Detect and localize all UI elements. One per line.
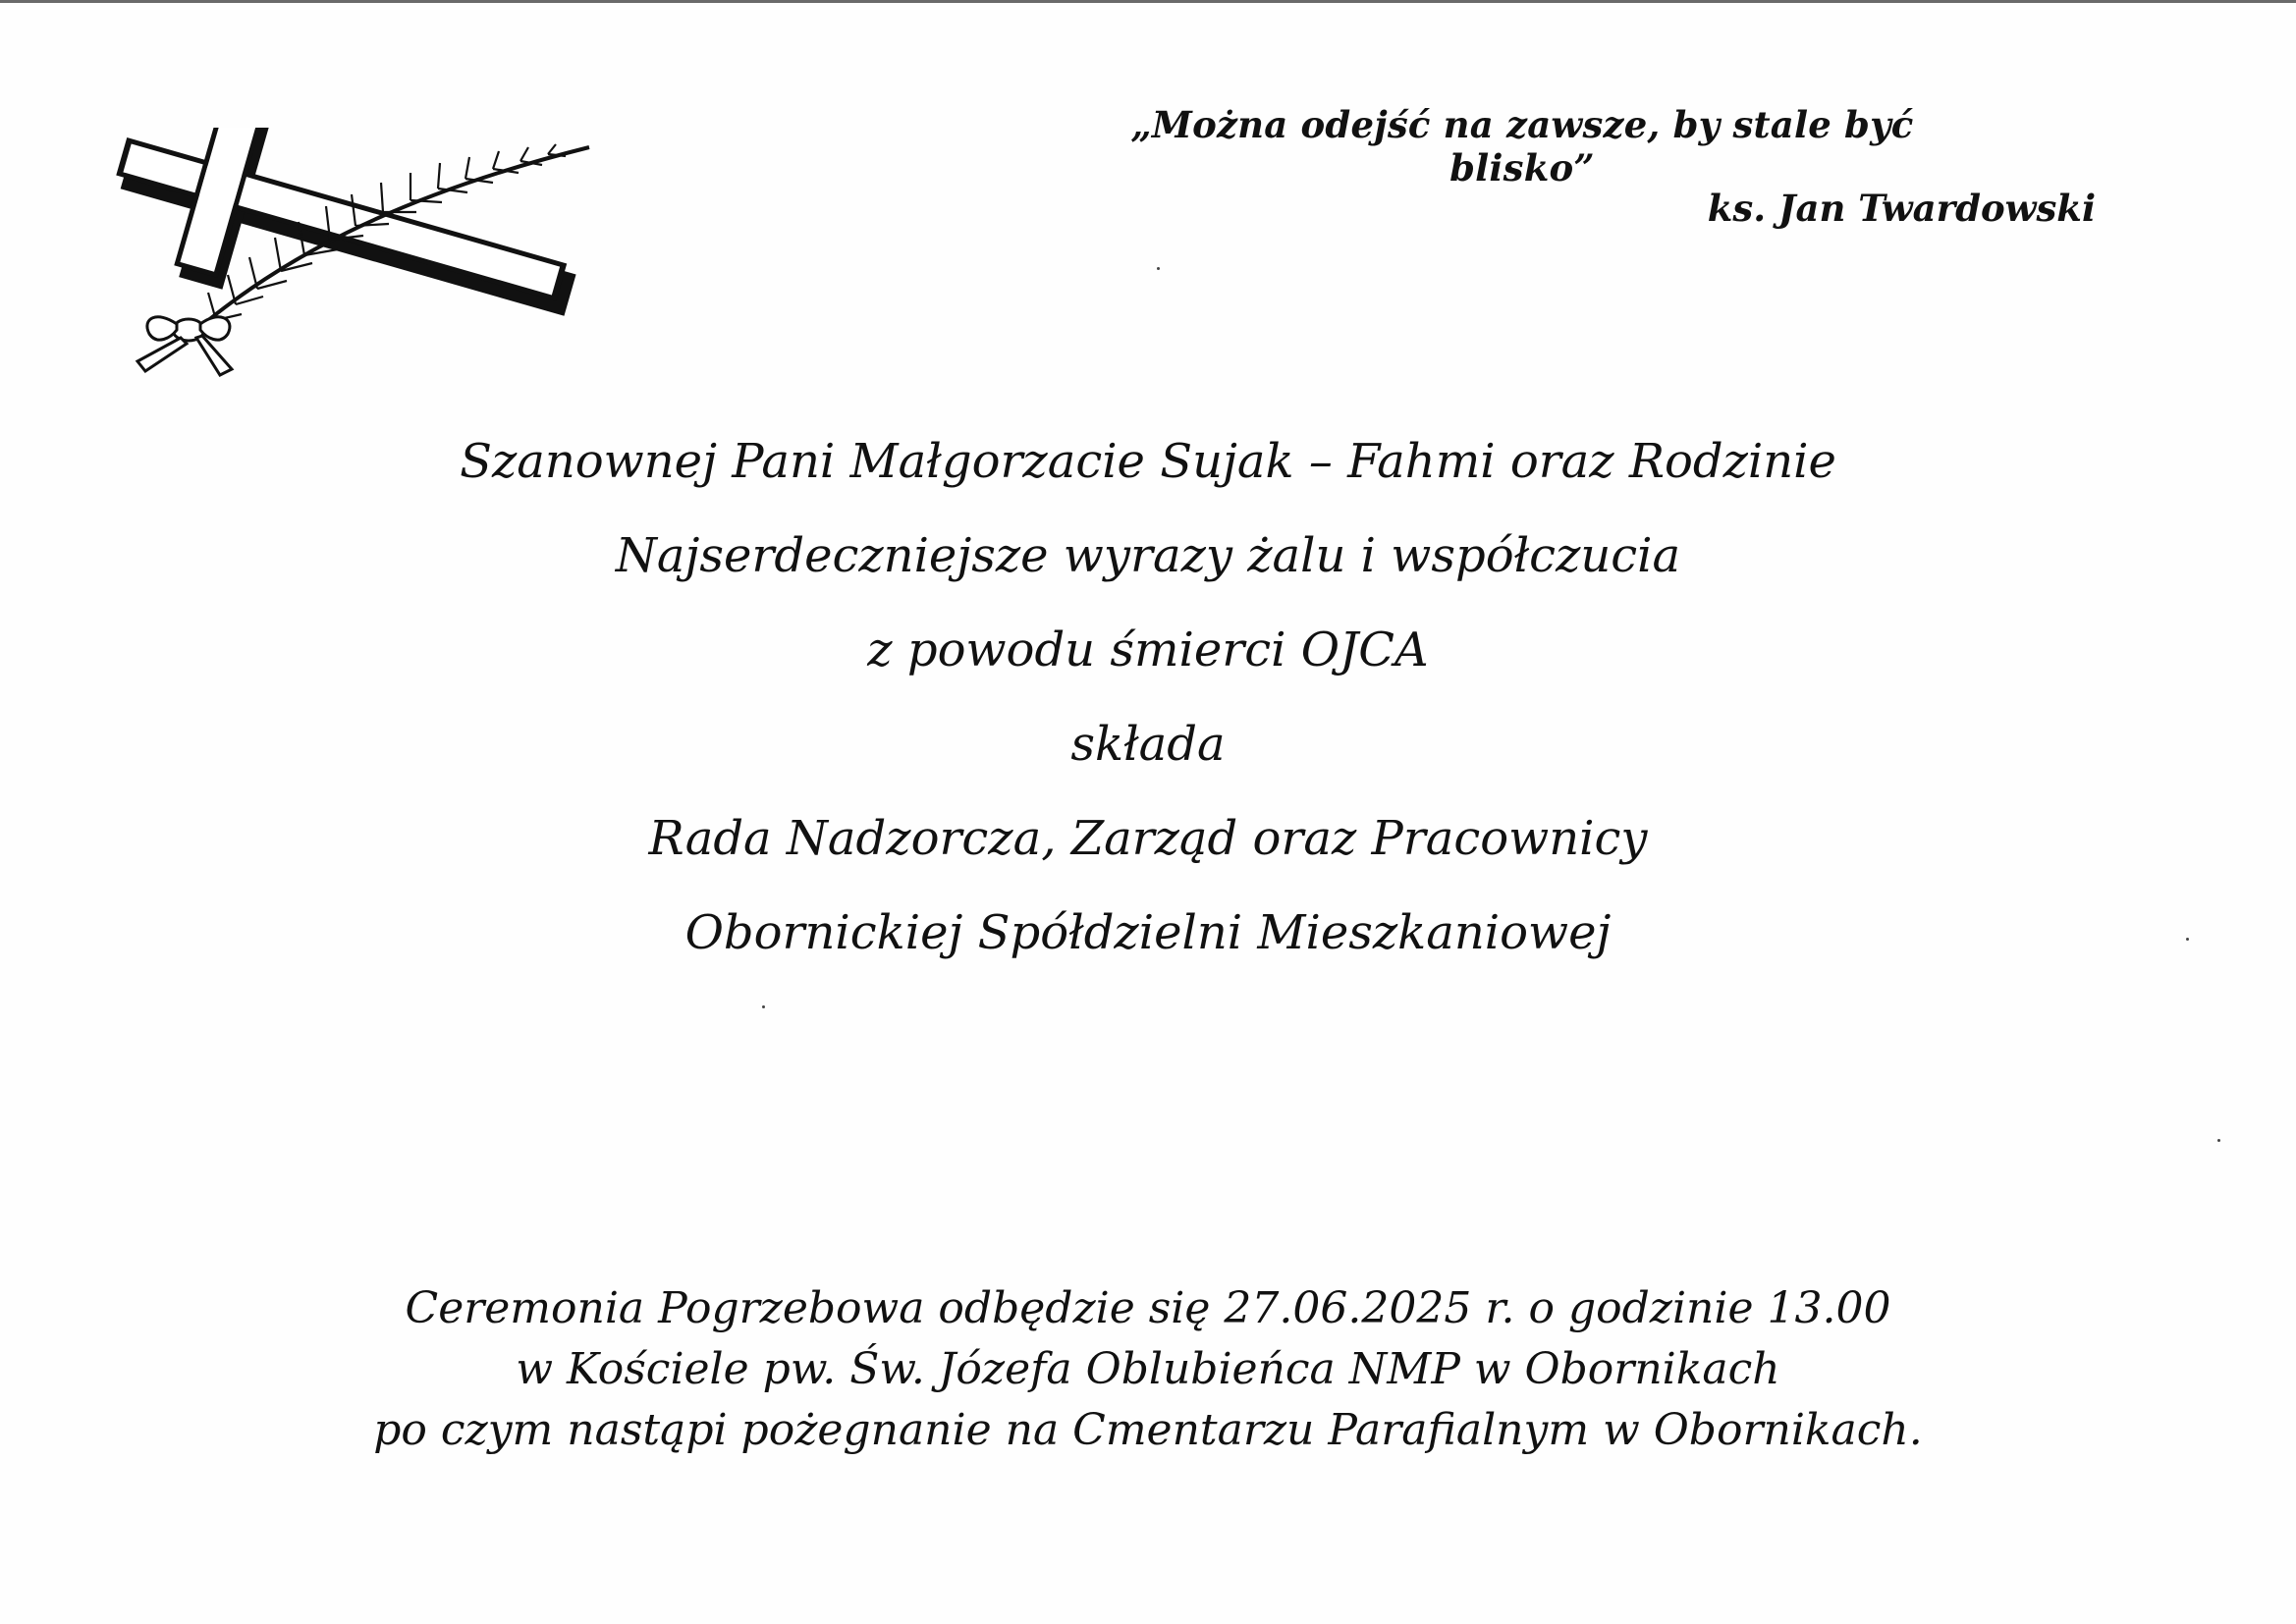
- scan-speck: [2217, 1139, 2220, 1142]
- ceremony-cemetery-line: po czym nastąpi pożegnanie na Cmentarzu Parafialnym w Obornikach.: [373, 1405, 1923, 1455]
- ceremony-church-line: w Kościele pw. Św. Józefa Oblubieńca NMP w Obornikach: [516, 1344, 1780, 1394]
- scan-edge-line: [0, 0, 2296, 3]
- quote-author: ks. Jan Twardowski: [1707, 187, 2096, 230]
- cross-with-palm-branch-icon: [98, 128, 629, 383]
- scan-speck: [762, 1005, 765, 1008]
- addressee-line: Szanownej Pani Małgorzacie Sujak – Fahmi oraz Rodzinie: [460, 434, 1836, 489]
- quote-text: „Można odejść na zawsze, by stale być blisko”: [1130, 103, 1914, 189]
- organization-line: Obornickiej Spółdzielni Mieszkaniowej: [684, 905, 1612, 960]
- sender-line: Rada Nadzorcza, Zarząd oraz Pracownicy: [648, 811, 1648, 866]
- condolence-line: Najserdeczniejsze wyrazy żalu i współczucia: [615, 528, 1681, 583]
- ceremony-date-line: Ceremonia Pogrzebowa odbędzie się 27.06.2025 r. o godzinie 13.00: [405, 1283, 1891, 1333]
- reason-line: z powodu śmierci OJCA: [867, 623, 1429, 677]
- verb-line: składa: [1070, 717, 1226, 772]
- condolence-message: [0, 430, 2296, 996]
- scan-speck: [2186, 938, 2189, 941]
- scan-speck: [1157, 267, 1160, 270]
- ceremony-info: [0, 1278, 2296, 1461]
